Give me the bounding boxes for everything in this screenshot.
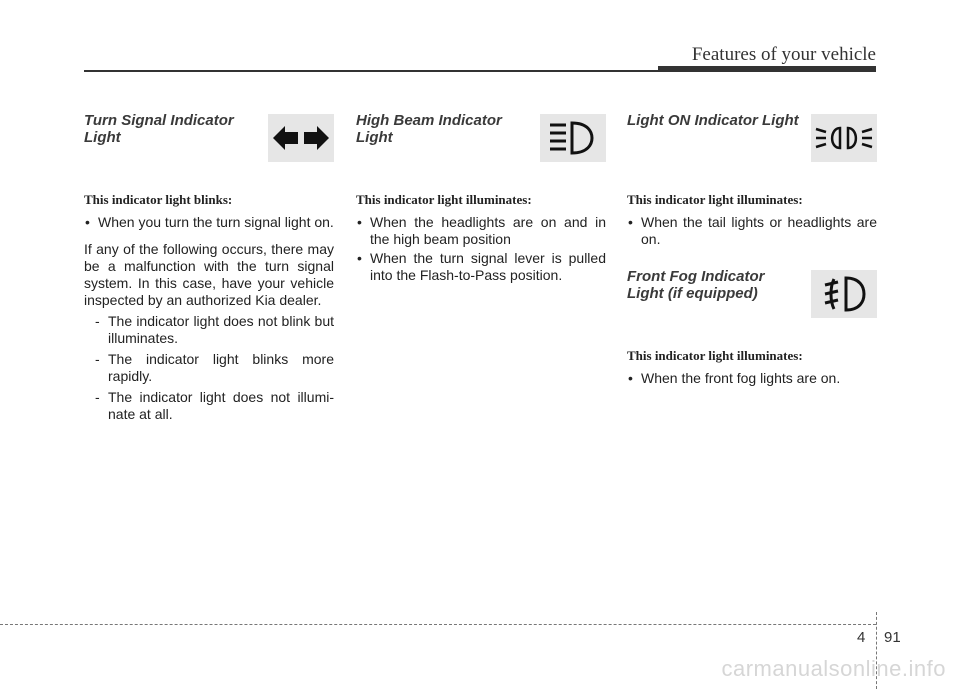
high-beam-icon: [548, 120, 598, 156]
high-beam-icon-box: [540, 114, 606, 162]
list-item: • When the tail lights or headlights are on.: [627, 214, 877, 248]
light-on-icon: [814, 123, 874, 153]
turn-signal-icon-box: [268, 114, 334, 162]
list-item: - The indicator light blinks more rapidly.: [94, 351, 334, 385]
list-item: - The indicator light does not blink but illuminates.: [94, 313, 334, 347]
header-rule: [84, 70, 658, 72]
turn-signal-subhead: This indicator light blinks:: [84, 192, 233, 207]
list-item: • When the turn signal lever is pulled into the Flash-to-Pass position.: [356, 250, 606, 284]
front-fog-title: Front Fog Indicator Light (if equipped): [627, 268, 765, 302]
high-beam-subhead: This indicator light illuminates:: [356, 192, 532, 207]
watermark: carmanualsonline.info: [721, 656, 946, 681]
light-on-icon-box: [811, 114, 877, 162]
front-fog-subhead: This indicator light illuminates:: [627, 348, 803, 363]
high-beam-title: High Beam Indicator Light: [356, 112, 502, 146]
turn-signal-title: Turn Signal Indicator Light: [84, 112, 234, 146]
high-beam-section: [356, 112, 606, 294]
list-item: • When the headlights are on and in the high beam position: [356, 214, 606, 248]
front-fog-icon: [822, 275, 866, 313]
list-item: • When you turn the turn signal light on.: [84, 214, 334, 231]
light-on-title: Light ON Indicator Light: [627, 112, 799, 129]
header-rule-accent: [658, 66, 876, 72]
light-on-subhead: This indicator light illuminates:: [627, 192, 803, 207]
front-fog-icon-box: [811, 270, 877, 318]
list-item: - The indicator light does not illumi- nate at all.: [94, 389, 334, 423]
turn-signal-section: [84, 112, 334, 427]
turn-signal-arrows-icon: [273, 125, 329, 151]
chapter-number: 4: [857, 629, 866, 646]
turn-signal-paragraph: If any of the following occurs, there may be a malfunction with the turn signal system. In this case, have your vehicle inspected by an authorized Kia dealer.: [84, 241, 334, 308]
footer-rule: [0, 624, 876, 625]
list-item: • When the front fog lights are on.: [627, 370, 877, 387]
header-title: Features of your vehicle: [691, 44, 876, 65]
page-number: 91: [884, 629, 901, 646]
light-on-section: [627, 112, 877, 397]
